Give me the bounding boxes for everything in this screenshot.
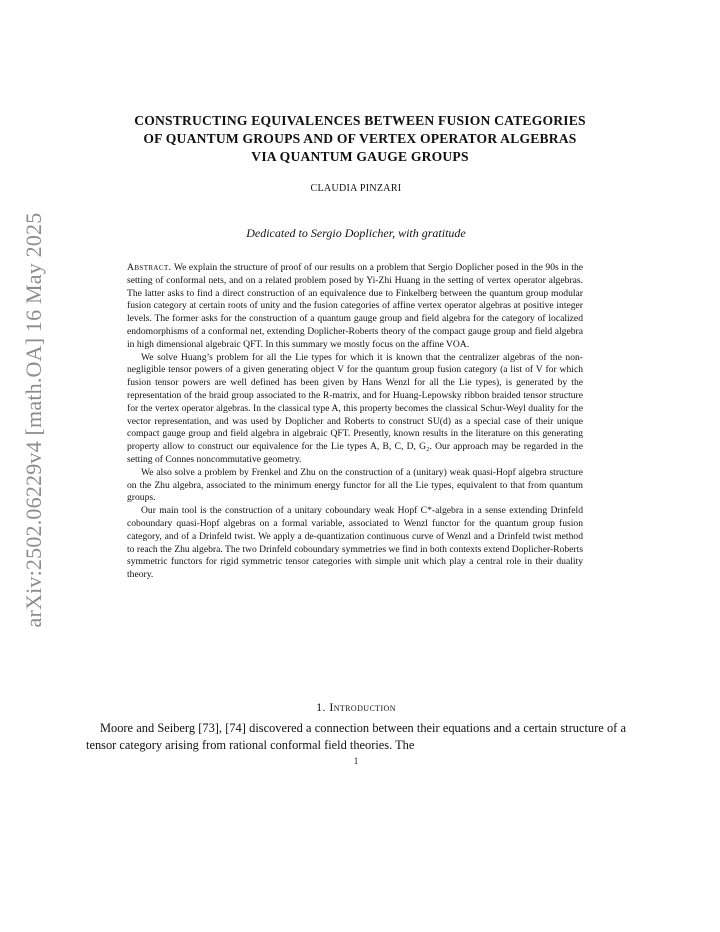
dedication: Dedicated to Sergio Doplicher, with gratitude (246, 226, 466, 240)
introduction-body (86, 720, 626, 754)
section-number: 1. (316, 700, 326, 714)
abstract-paragraph-2: We solve Huang’s problem for all the Lie types for which it is known that the centralizer algebras of the non-negligible tensor powers of a given generating object V for the quantum group fusion category (a list of V for which fusion tensor powers are well defined has been given by Hans Wenzl for all the Lie types), is generated by the representation of the braid group associated to the R-matrix, and for Huang-Lepowsky ribbon braided tensor structure for the vertex operator algebras. In the classical type A, this property becomes the classical Schur-Weyl duality for the vector representation, and was used by Doplicher and Roberts to construct SU(d) as a special case of their unique compact gauge group and field algebra in algebraic QFT. Presently, known results in the literature on this generating property allow to construct our equivalence for the Lie types A, B, C, D, G₂. Our approach may be regarded in the setting of Connes noncommutative geometry. (127, 351, 583, 465)
abstract (127, 262, 583, 582)
abstract-text-1: We explain the structure of proof of our results on a problem that Sergio Doplicher posed in the 90s in the setting of conformal nets, and on a related problem posed by Yi-Zhi Huang in the setting of vertex operator algebras. The latter asks to find a direct construction of an equivalence due to Finkelberg between the quantum group modular fusion category at certain roots of unity and the fusion categories of affine vertex operator algebras at positive integer levels. The former asks for the construction of a quantum gauge group and field algebra for the category of localized endomorphisms of a conformal net, extending Doplicher-Roberts theory of the compact gauge group and field algebra in high dimensional algebraic QFT. In this summary we mostly focus on the affine VOA. (127, 262, 584, 350)
section-heading-introduction (0, 700, 712, 715)
abstract-paragraph-3: We also solve a problem by Frenkel and Zhu on the construction of a (unitary) weak quasi-Hopf algebra structure on the Zhu algebra, associated to the minimum energy functor for all the Lie types, equivalent to that from quantum groups. (127, 466, 583, 504)
title-line-3: VIA QUANTUM GAUGE GROUPS (251, 149, 469, 164)
arxiv-identifier-stamp[interactable]: arXiv:2502.06229v4 [math.OA] 16 May 2025 (21, 212, 46, 628)
title-line-2: OF QUANTUM GROUPS AND OF VERTEX OPERATOR ALGEBRAS (143, 131, 577, 146)
abstract-label: Abstract. (127, 262, 172, 273)
title-line-1: CONSTRUCTING EQUIVALENCES BETWEEN FUSION CATEGORIES (134, 113, 586, 128)
paper-title (70, 112, 650, 166)
page-number: 1 (353, 756, 359, 766)
abstract-paragraph-1 (127, 262, 583, 352)
abstract-paragraph-4: Our main tool is the construction of a unitary coboundary weak Hopf C*-algebra in a sense extending Drinfeld coboundary quasi-Hopf algebras on a formal variable, associated to Wenzl functor for the quantum group fusion category, and of a Drinfeld twist. We apply a de-quantization continuous curve of Wenzl and a Drinfeld twist method to reach the Zhu algebra. The two Drinfeld coboundary symmetries we find in both contexts extend Doplicher-Roberts symmetric functors for rigid symmetric tensor categories with simple unit which play a central role in their duality theory. (127, 505, 583, 581)
section-title: Introduction (329, 700, 396, 714)
author-name: CLAUDIA PINZARI (310, 183, 402, 194)
intro-paragraph: Moore and Seiberg [73], [74] discovered a connection between their equations and a certain structure of a tensor category arising from rational conformal field theories. The (86, 721, 626, 752)
